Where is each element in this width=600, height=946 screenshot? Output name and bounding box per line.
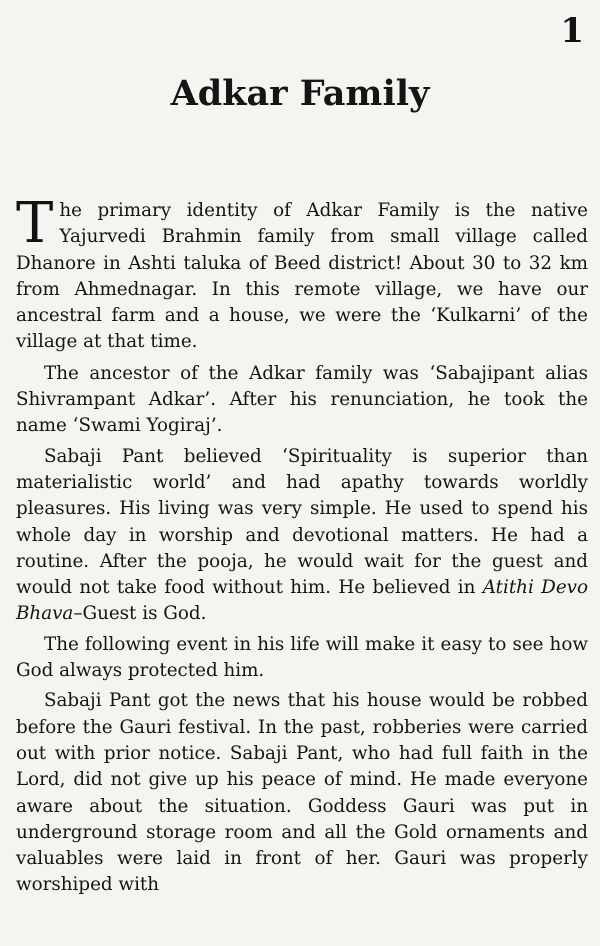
paragraph-5: [16, 688, 588, 898]
paragraph-text-after: –Guest is God.: [73, 603, 207, 625]
chapter-number: 1: [560, 11, 584, 51]
drop-cap: T: [16, 191, 54, 256]
body-text: [16, 191, 588, 903]
paragraph-3: [16, 444, 588, 628]
paragraph-text: Sabaji Pant got the news that his house would be robbed before the Gauri festival. In the past, robberies were carried out with prior notice. Sabaji Pant, who had full faith in the Lord, did not give up his peace of mind. He made everyone aware about the situation. Goddess Gauri was put in underground storage room and all the Gold ornaments and valuables were laid in front of her. Gauri was properly worshiped with: [16, 690, 588, 896]
paragraph-4: [16, 632, 588, 685]
paragraph-2: [16, 361, 588, 440]
paragraph-text: The following event in his life will make it easy to see how God always protected him.: [16, 633, 588, 682]
paragraph-text: The ancestor of the Adkar family was ‘Sabajipant alias Shivrampant Adkar’. After his renunciation, he took the name ‘Swami Yogiraj’.: [16, 362, 588, 437]
chapter-title: Adkar Family: [170, 73, 430, 114]
italic-phrase: Atithi Devo Bhava: [16, 577, 588, 625]
paragraph-text: Sabaji Pant believed ‘Spirituality is superior than materialistic world’ and had apathy towards worldly pleasures. His living was very simple. He used to spend his whole day in worship and devotional matters. He had a routine. After the pooja, he would wait for the guest and would not take food without him. He believed in: [16, 445, 588, 599]
paragraph-1: [16, 191, 588, 356]
paragraph-text: he primary identity of Adkar Family is the native Yajurvedi Brahmin family from small village called Dhanore in Ashti taluka of Beed district! About 30 to 32 km from Ahmednagar. In this remote village, we have our ancestral farm and a house, we were the ‘Kulkarni’ of the village at that time.: [16, 200, 588, 353]
